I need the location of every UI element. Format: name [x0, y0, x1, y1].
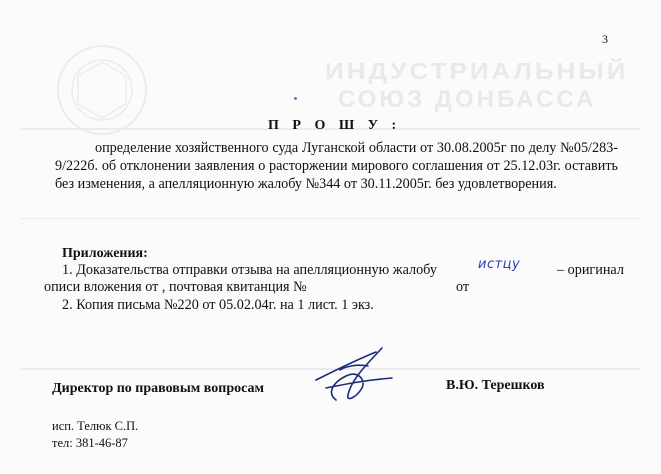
handwritten-note: истцу	[478, 257, 521, 272]
attachments-heading: Приложения:	[62, 246, 148, 261]
attachment-item-1-part2: – оригинал	[557, 262, 624, 278]
watermark-seal-icon	[52, 40, 152, 140]
page-number: 3	[602, 32, 608, 46]
attachment-item-1-part3: описи вложения от , почтовая квитанция №	[44, 279, 307, 295]
watermark-line2: СОЮЗ ДОНБАССА	[338, 86, 597, 113]
watermark-line1: ИНДУСТРИАЛЬНЫЙ	[325, 57, 629, 85]
request-paragraph: определение хозяйственного суда Луганской области от 30.08.2005г по делу №05/283-9/222б. об отклонении заявления о расторжении мирового соглашения от 25.12.03г. оставить без изменения, а апелляционную жалобу №344 от 30.11.2005г. без удовлетворения.	[55, 140, 618, 192]
signature-icon	[296, 340, 406, 410]
watermark-rule	[20, 218, 640, 219]
signature-name: В.Ю. Терешков	[446, 378, 545, 393]
attachment-item-1-part1: 1. Доказательства отправки отзыва на апелляционную жалобу	[62, 262, 437, 278]
signature-title: Директор по правовым вопросам	[52, 381, 265, 396]
attachment-item-2: 2. Копия письма №220 от 05.02.04г. на 1 лист. 1 экз.	[62, 297, 374, 313]
executor-phone: тел: 381-46-87	[52, 436, 128, 450]
heading-request: П Р О Ш У :	[268, 118, 402, 133]
executor-name: исп. Телюк С.П.	[52, 419, 139, 433]
ink-dot	[294, 97, 297, 100]
attachment-item-1-part4: от	[456, 279, 470, 295]
